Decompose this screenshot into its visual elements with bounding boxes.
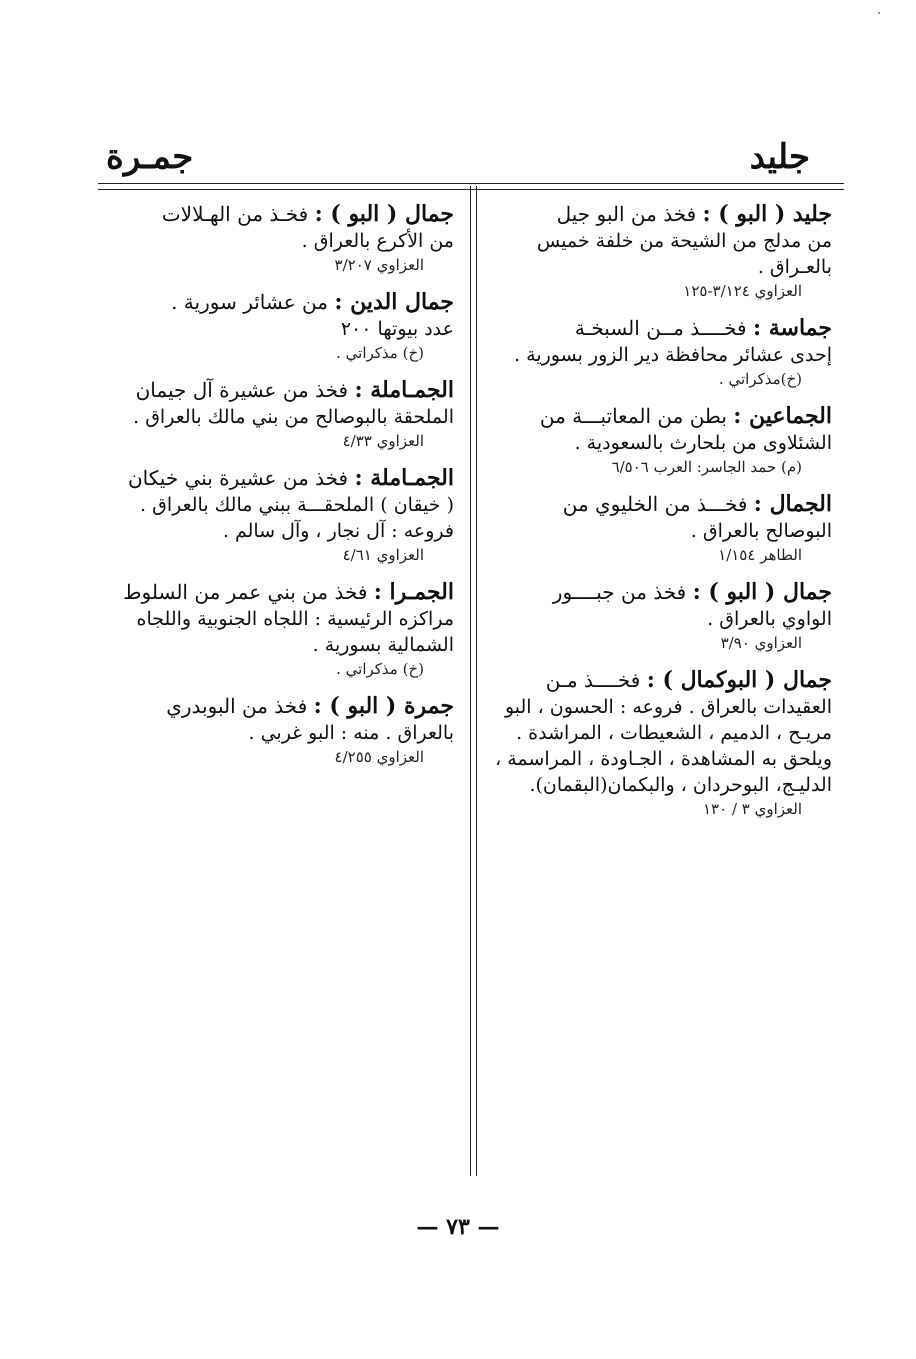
entry (482, 200, 832, 302)
entry-text: فخذ من جبــــور (552, 580, 687, 604)
entry (482, 666, 832, 820)
entry-source: (خ) مذكراتي . (336, 344, 424, 362)
column-divider (470, 186, 471, 1176)
entry-text: الدليـج، البوحردان ، والبكمان(البقمان). (529, 774, 832, 796)
entry-term: جليد ( البو ) : (702, 201, 832, 227)
entry-text: فخـذ من الهـلالات (161, 202, 309, 226)
entry-text: فخــــذ مـن (545, 668, 641, 692)
entry-term: جمرة ( البو ) : (313, 693, 454, 719)
entry (104, 464, 454, 566)
entry-text: بطن من المعاتبـــة من (539, 404, 727, 428)
entry-source: الطاهر ١/١٥٤ (718, 546, 802, 564)
entry-text: فخذ من بني عمر من السلوط (123, 580, 368, 604)
entry-term: جماسة : (752, 315, 832, 341)
entry-text: فخــــذ مــن السبخـة (574, 316, 747, 340)
entry (482, 402, 832, 478)
entry-text: إحدى عشائر محافظة دير الزور بسورية . (514, 344, 832, 366)
entry-term: الجمـاملة : (354, 377, 454, 403)
entry-text: من مدلج من الشيحة من خلفة خميس (536, 230, 832, 252)
entry-text: الواوي بالعراق . (707, 608, 832, 630)
entry-term: الجمـرا : (373, 579, 454, 605)
entry-term: جمال ( البو ) : (314, 201, 454, 227)
entry-text: من الأكرع بالعراق . (301, 230, 454, 252)
entry-term: الجمال : (753, 491, 832, 517)
entry-text: مراكزه الرئيسية : اللجاه الجنوبية واللجاه (136, 608, 454, 630)
entry-text: الشمالية بسورية . (312, 634, 454, 656)
entry-text: فخذ من البو جيل (556, 202, 697, 226)
entry-source: العزاوي ٣/٢٠٧ (334, 256, 424, 274)
entry-source: العزاوي ٤/٢٥٥ (334, 748, 424, 766)
entry-text: ( خيقان ) الملحقـــة ببني مالك بالعراق . (140, 494, 454, 516)
entry-text: بالعراق . منه : البو غربي . (248, 722, 454, 744)
entry-text: فخذ من عشيرة آل جيمان (135, 378, 349, 402)
entry-text: بالعـراق . (757, 256, 832, 278)
entry-source: العزاوي ٣/٩٠ (720, 634, 802, 652)
entry-source: (م) حمد الجاسر: العرب ٦/٥٠٦ (611, 458, 802, 476)
page-number: — ٧٣ — (416, 1214, 500, 1240)
entry-source: العزاوي ٤/٣٣ (342, 432, 424, 450)
entry-text: البوصالح بالعراق . (690, 520, 832, 542)
entry-source: (خ) مذكراتي . (336, 660, 424, 678)
running-header-left: جمـرة (106, 137, 194, 177)
scan-speck (878, 12, 880, 14)
entry-text: الشئلاوى من بلحارث بالسعودية . (574, 432, 832, 454)
right-column (482, 200, 832, 820)
entry-source: العزاوي ٣ / ١٣٠ (703, 800, 802, 818)
entry-text: فخـــذ من الخليوي من (562, 492, 748, 516)
entry (482, 578, 832, 654)
column-divider-inner (476, 186, 477, 1176)
entry-term: جمال ( البوكمال ) : (646, 667, 832, 693)
entry-term: جمال الدين : (334, 289, 454, 315)
entry-text: فخذ من البوبدري (166, 694, 308, 718)
entry-source: (خ)مذكراتي . (718, 370, 802, 388)
entry (482, 490, 832, 566)
entry-text: فروعه : آل نجار ، وآل سالم . (222, 520, 454, 542)
entry-text: ويلحق به المشاهدة ، الجـاودة ، المراسمة ، (495, 748, 832, 770)
entry (104, 692, 454, 768)
entry (104, 578, 454, 680)
entry-source: العزاوي ٣/١٢٤-١٢٥ (683, 282, 802, 300)
entry (104, 376, 454, 452)
left-column (104, 200, 454, 768)
entry-source: العزاوي ٤/٦١ (342, 546, 424, 564)
entry-text: من عشائر سورية . (171, 290, 328, 314)
entry (104, 288, 454, 364)
entry-text: الملحقة بالبوصالح من بني مالك بالعراق . (133, 406, 454, 428)
entry (482, 314, 832, 390)
header-rule-bottom (98, 189, 844, 190)
entry-term: الجماعين : (733, 403, 832, 429)
entry-text: مريـح ، الدميم ، الشعيطات ، المراشدة . (516, 722, 832, 744)
entry (104, 200, 454, 276)
entry-term: جمال ( البو ) : (692, 579, 832, 605)
header-rule-top (98, 183, 844, 184)
running-header-right: جليد (749, 137, 810, 177)
entry-text: فخذ من عشيرة بني خيكان (127, 466, 349, 490)
entry-text: عدد بيوتها ٢٠٠ (340, 318, 454, 340)
entry-term: الجمـاملة : (354, 465, 454, 491)
entry-text: العقيدات بالعراق . فروعه : الحسون ، البو (504, 696, 832, 718)
